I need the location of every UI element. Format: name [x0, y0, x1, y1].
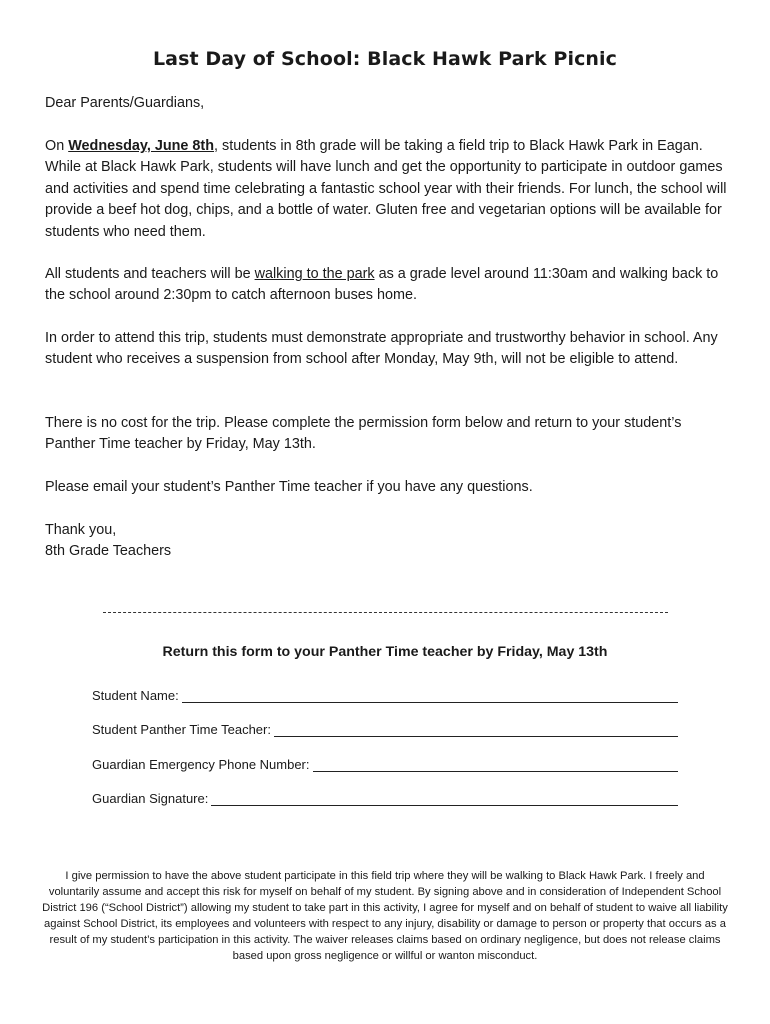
student-name-line[interactable] — [182, 688, 678, 703]
walking-emphasis: walking to the park — [254, 266, 375, 282]
paragraph-walking-text — [45, 264, 735, 307]
paragraph-trip-details — [45, 136, 735, 243]
signoff-thanks: Thank you, — [45, 522, 117, 538]
paragraph-questions-text: Please email your student’s Panther Time teacher if you have any questions. — [45, 479, 533, 495]
panther-time-teacher-line[interactable] — [274, 722, 678, 737]
greeting — [45, 93, 735, 114]
paragraph-trip-details-text — [45, 136, 735, 243]
paragraph-behavior — [45, 328, 735, 371]
emergency-phone-field[interactable] — [92, 754, 678, 772]
signoff-signer: 8th Grade Teachers — [45, 543, 172, 560]
panther-time-teacher-label: Student Panther Time Teacher: — [92, 722, 271, 737]
guardian-signature-line[interactable] — [211, 791, 678, 806]
signoff — [45, 520, 735, 563]
trip-date: Wednesday, June 8th — [68, 138, 215, 154]
cut-line-divider — [103, 612, 668, 613]
guardian-signature-field[interactable] — [92, 788, 678, 806]
greeting-text: Dear Parents/Guardians, — [45, 95, 205, 111]
waiver-text: I give permission to have the above student participate in this field trip where they will be walking to Black Hawk Park. I freely and voluntarily assume and accept this risk for myself on behalf of my student. By signing above and in consideration of Independent School District 196 (“School District”) allowing my student to take part in this activity, I agree for myself and on behalf of student to waive all liability against School District, its employees and volunteers with respect to any injury, disability or damage to person or property that occurs as a result of my student’s participation in this activity. The waiver releases claims based on ordinary negligence, but does not release claims based upon gross negligence or willful or wanton misconduct. — [42, 870, 728, 962]
paragraph-behavior-text: In order to attend this trip, students must demonstrate appropriate and trustworthy behavior in school. Any student who receives a suspension from school after Monday, May 9th, will not be eligible to attend. — [45, 330, 718, 368]
paragraph-cost-text: There is no cost for the trip. Please complete the permission form below and return to your student’s Panther Time teacher by Friday, May 13th. — [45, 415, 682, 453]
p2-pre: All students and teachers will be — [45, 266, 255, 282]
p1-pre: On — [45, 138, 69, 154]
p1-post: , students in 8th grade will be taking a field trip to Black Hawk Park in Eagan. While at Black Hawk Park, students will have lunch and get the opportunity to participate in outdoor games and activities and spend time celebrating a fantastic school year with their friends. For lunch, the school will provide a beef hot dog, chips, and a bottle of water. Gluten free and vegetarian options will be available for students who need them. — [45, 138, 727, 240]
page-title: Last Day of School: Black Hawk Park Picnic — [152, 48, 618, 70]
emergency-phone-label: Guardian Emergency Phone Number: — [92, 757, 310, 772]
form-heading: Return this form to your Panther Time teacher by Friday, May 13th — [162, 644, 608, 660]
paragraph-cost — [45, 413, 735, 456]
emergency-phone-line[interactable] — [313, 757, 678, 772]
paragraph-walking — [45, 264, 735, 307]
panther-time-teacher-field[interactable] — [92, 719, 678, 737]
guardian-signature-label: Guardian Signature: — [92, 791, 209, 806]
student-name-label: Student Name: — [92, 688, 179, 703]
p2-post: as a grade level around 11:30am and walking back to the school around 2:30pm to catch afternoon buses home. — [45, 266, 719, 304]
paragraph-questions — [45, 477, 735, 498]
student-name-field[interactable] — [92, 685, 678, 703]
